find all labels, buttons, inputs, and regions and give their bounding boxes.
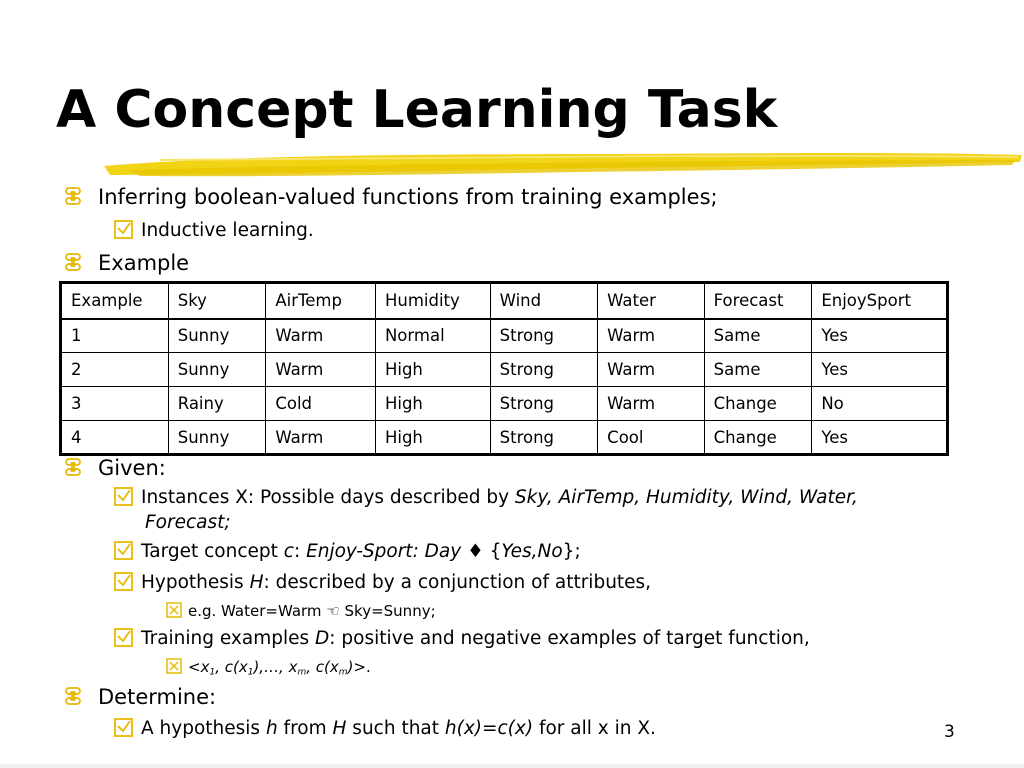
goal-such: such that [346, 718, 445, 739]
table-cell: Warm [598, 353, 704, 387]
bullet-inductive [114, 220, 314, 241]
bullet-example [62, 251, 189, 275]
table-cell: Warm [266, 421, 376, 455]
goal-end: for all x in X. [533, 718, 656, 739]
command-key-icon [62, 252, 84, 272]
table-cell: Sunny [168, 319, 266, 353]
table-cell: High [375, 353, 490, 387]
attribute-list: Sky, AirTemp, Humidity, Wind, Water, [514, 487, 858, 508]
training-D: D [315, 628, 330, 649]
table-header-cell: Forecast [704, 283, 812, 319]
attribute-list-continued: Forecast; [145, 512, 231, 533]
table-cell: High [375, 387, 490, 421]
table-cell: Strong [490, 387, 598, 421]
goal-h: h [265, 718, 278, 739]
table-header-cell: Sky [168, 283, 266, 319]
checkbox-icon [114, 487, 133, 506]
target-range: Yes,No [501, 541, 563, 562]
table-cell: 2 [61, 353, 169, 387]
bullet-training-examples [114, 628, 810, 649]
checkbox-icon [114, 572, 133, 591]
table-cell: Sunny [168, 353, 266, 387]
table-header-row [61, 283, 948, 319]
table-header-cell: Water [598, 283, 704, 319]
table-header-cell: EnjoySport [812, 283, 948, 319]
checkbox-icon [114, 541, 133, 560]
bullet-eg [166, 602, 436, 620]
x-box-icon [166, 658, 182, 674]
bullet-text: Determine: [98, 685, 217, 709]
table-row [61, 421, 948, 455]
table-cell: 3 [61, 387, 169, 421]
table-cell: Warm [266, 319, 376, 353]
bullet-text: Inductive learning. [141, 220, 314, 241]
table-cell: Same [704, 353, 812, 387]
table-header-cell: Example [61, 283, 169, 319]
bullet-target-concept [114, 541, 581, 562]
checkbox-icon [114, 220, 133, 239]
checkbox-icon [114, 718, 133, 737]
x-box-icon [166, 602, 182, 618]
table-cell: No [812, 387, 948, 421]
goal-equation: h(x)=c(x) [444, 718, 534, 739]
command-key-icon [62, 457, 84, 477]
title-underline-brush [100, 148, 1024, 184]
table-cell: Sunny [168, 421, 266, 455]
table-header-cell: AirTemp [266, 283, 376, 319]
bullet-text-end: Sky=Sunny; [339, 602, 436, 620]
bullet-text: e.g. Water=Warm [188, 602, 327, 620]
pointing-hand-icon: ☜ [326, 602, 340, 620]
table-cell: Strong [490, 353, 598, 387]
bullet-text: Target concept [141, 541, 284, 562]
bullet-determine [62, 685, 216, 709]
bullet-text: Inferring boolean-valued functions from training examples; [98, 185, 718, 209]
bottom-bar [0, 764, 1024, 768]
bullet-instances [114, 487, 858, 508]
bullet-sequence [166, 658, 371, 677]
sequence-period: . [365, 658, 371, 676]
table-cell: 4 [61, 421, 169, 455]
bullet-inferring [62, 185, 718, 209]
table-cell: Change [704, 421, 812, 455]
table-cell: Cool [598, 421, 704, 455]
command-key-icon [62, 686, 84, 706]
command-key-icon [62, 186, 84, 206]
table-cell: Strong [490, 421, 598, 455]
hypothesis-desc: : described by a conjunction of attributes, [263, 572, 652, 593]
target-function: Enjoy-Sport: Day [306, 541, 462, 562]
table-cell: High [375, 421, 490, 455]
table-row [61, 319, 948, 353]
bullet-goal-hypothesis [114, 718, 656, 739]
table-cell: Yes [812, 353, 948, 387]
goal-H: H [332, 718, 347, 739]
table-cell: Cold [266, 387, 376, 421]
bullet-text: Instances X: Possible days described by [141, 487, 515, 508]
table-cell: Warm [598, 319, 704, 353]
hypothesis-H: H [249, 572, 264, 593]
diamond-arrow: ♦ { [461, 541, 502, 562]
target-colon: : [293, 541, 307, 562]
table-cell: Change [704, 387, 812, 421]
target-c: c [283, 541, 294, 562]
sequence-expression: $<x_1$, $c(x_1),\dots$, $x_m$, $c(x_m)>$ [188, 658, 366, 678]
table-cell: 1 [61, 319, 169, 353]
table-cell: Warm [266, 353, 376, 387]
table-header-cell: Wind [490, 283, 598, 319]
target-end: }; [562, 541, 581, 562]
page-number: 3 [944, 722, 955, 742]
table-cell: Strong [490, 319, 598, 353]
page-title: A Concept Learning Task [56, 80, 778, 140]
table-row [61, 353, 948, 387]
checkbox-icon [114, 628, 133, 647]
bullet-given [62, 456, 166, 480]
table-header-cell: Humidity [375, 283, 490, 319]
bullet-text: Example [98, 251, 190, 275]
table-cell: Warm [598, 387, 704, 421]
table-cell: Yes [812, 421, 948, 455]
table-cell: Normal [375, 319, 490, 353]
bullet-text: Given: [98, 456, 166, 480]
bullet-hypothesis [114, 572, 651, 593]
bullet-text: Hypothesis [141, 572, 250, 593]
table-cell: Same [704, 319, 812, 353]
bullet-text: Training examples [141, 628, 316, 649]
table-cell: Yes [812, 319, 948, 353]
table-cell: Rainy [168, 387, 266, 421]
goal-from: from [277, 718, 333, 739]
table-row [61, 387, 948, 421]
example-table [59, 281, 949, 456]
training-desc: : positive and negative examples of target function, [329, 628, 810, 649]
bullet-text: A hypothesis [141, 718, 266, 739]
